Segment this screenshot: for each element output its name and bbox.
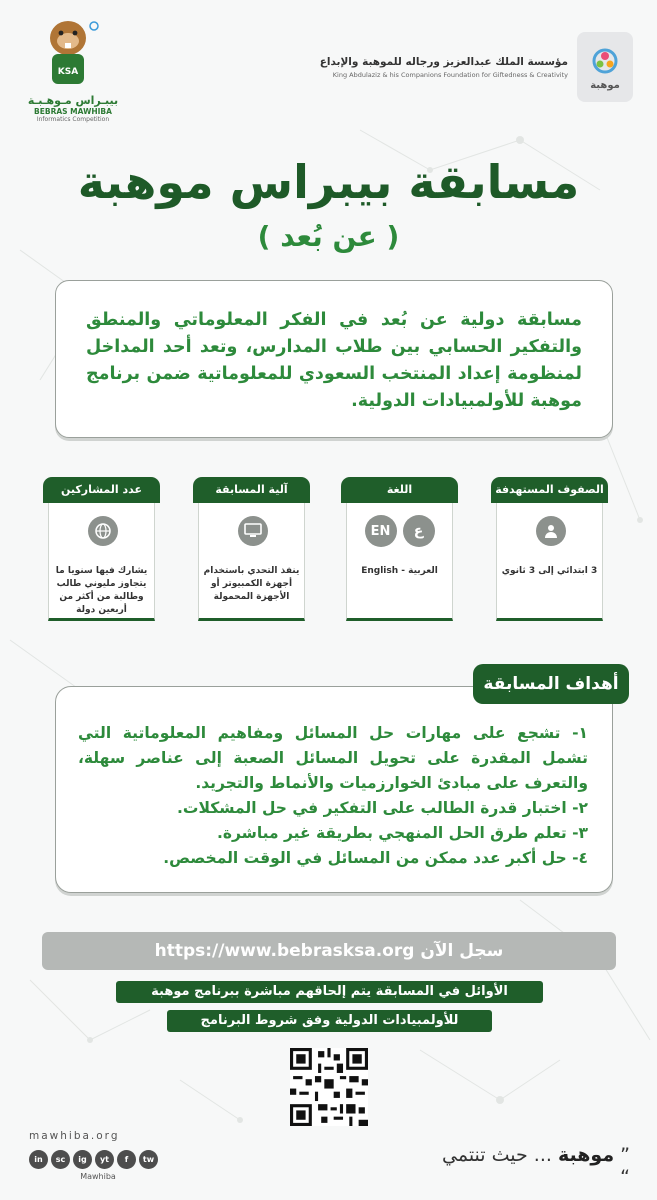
bebras-name-english: BEBRAS MAWHIBA	[34, 107, 112, 116]
slogan-text: ... حيث تنتمي	[442, 1144, 552, 1166]
goal-item: ٤- حل أكبر عدد ممكن من المسائل في الوقت المخصص.	[163, 849, 588, 867]
computer-icon	[238, 516, 268, 546]
card-target-grades	[491, 477, 608, 621]
notice-line: الأوائل في المسابقة يتم إلحاقهم مباشرة ببرنامج موهبة	[116, 981, 543, 1003]
card-mechanism	[193, 477, 310, 621]
foundation-name	[310, 56, 568, 86]
goal-item: ٢- اختبار قدرة الطالب على التفكير في حل المشكلات.	[177, 799, 588, 817]
mawhiba-logo	[577, 32, 633, 102]
card-text: ينفذ التحدي باستخدام أجهزة الكمبيوتر أو الأجهزة المحمولة	[203, 566, 300, 602]
snapchat-icon[interactable]: sc	[51, 1150, 70, 1169]
mawhiba-logo-label: موهبة	[590, 79, 620, 91]
bebras-name-arabic: بيبـراس مـوهـبـة	[27, 94, 119, 107]
linkedin-icon[interactable]: in	[29, 1150, 48, 1169]
facebook-icon[interactable]: f	[117, 1150, 136, 1169]
card-body	[496, 503, 603, 621]
language-icons	[347, 515, 452, 547]
notice-line: للأولمبيادات الدولية وفق شروط البرنامج	[167, 1010, 492, 1032]
footer-brand: Mawhiba	[80, 1172, 116, 1181]
card-text: يشارك فيها سنويا ما يتجاوز مليوني طالب وطالبة من أكثر من أربعين دولة	[55, 566, 148, 615]
arabic-language-icon: ع	[403, 515, 435, 547]
bebras-logo	[18, 16, 128, 124]
foundation-name-english: King Abdulaziz & his Companions Foundation for Giftedness & Creativity	[332, 71, 568, 79]
card-language	[341, 477, 458, 621]
card-title: اللغة	[341, 477, 458, 503]
bebras-subtitle: Informatics Competition	[36, 116, 110, 123]
slogan-brand: موهبة	[557, 1144, 615, 1166]
slogan-quote-open: ”	[620, 1144, 630, 1166]
slogan	[430, 1144, 630, 1188]
register-url[interactable]: https://www.bebrasksa.org	[154, 941, 415, 961]
foundation-name-arabic: مؤسسة الملك عبدالعزيز ورجاله للموهبة والإبداع	[319, 56, 568, 68]
intro-box	[55, 280, 613, 438]
register-link[interactable]	[42, 932, 616, 970]
goals-box	[55, 686, 613, 893]
goal-item: ٣- تعلم طرق الحل المنهجي بطريقة غير مباشرة.	[216, 824, 588, 842]
social-icons	[29, 1150, 161, 1170]
qr-code[interactable]	[290, 1048, 368, 1126]
card-body	[198, 503, 305, 621]
goal-item: ١- تشجع على مهارات حل المسائل ومفاهيم المعلوماتية التي تشمل المقدرة على تحويل المسائل الصعبة إلى عناصر سهلة، والتعرف على مبادئ الخوارزميات والأنماط والتجريد.	[78, 724, 588, 792]
instagram-icon[interactable]: ig	[73, 1150, 92, 1169]
card-title: آلية المسابقة	[193, 477, 310, 503]
english-language-icon: EN	[365, 515, 397, 547]
card-text: 3 ابتدائي إلى 3 ثانوي	[501, 566, 598, 576]
intro-text: مسابقة دولية عن بُعد في الفكر المعلوماتي والمنطق والتفكير الحسابي بين طلاب المدارس، وتعد أحد المداخل لمنظومة إعداد المنتخب السعودي للمعلوماتية ضمن برنامج موهبة للأولمبيادات الدولية.	[86, 310, 582, 411]
goals-title: أهداف المسابقة	[473, 664, 629, 704]
register-label: سجل الآن	[420, 941, 504, 961]
card-text: العربية - English	[361, 566, 438, 576]
twitter-icon[interactable]: tw	[139, 1150, 158, 1169]
card-body	[48, 503, 155, 621]
footer-website[interactable]: mawhiba.org	[29, 1130, 120, 1142]
card-title: عدد المشاركين	[43, 477, 160, 503]
youtube-icon[interactable]: yt	[95, 1150, 114, 1169]
globe-icon	[88, 516, 118, 546]
mawhiba-mark-icon	[588, 44, 622, 78]
card-body	[346, 503, 453, 621]
card-title: الصفوف المستهدفة	[491, 477, 608, 503]
beaver-mascot-icon	[38, 16, 108, 92]
slogan-quote-close: “	[620, 1166, 630, 1188]
bebras-badge-text: KSA	[57, 67, 79, 77]
card-participants	[43, 477, 160, 621]
page-title: مسابقة بيبراس موهبة	[77, 155, 580, 209]
students-icon	[536, 516, 566, 546]
page-subtitle: ( عن بُعد )	[257, 220, 400, 253]
